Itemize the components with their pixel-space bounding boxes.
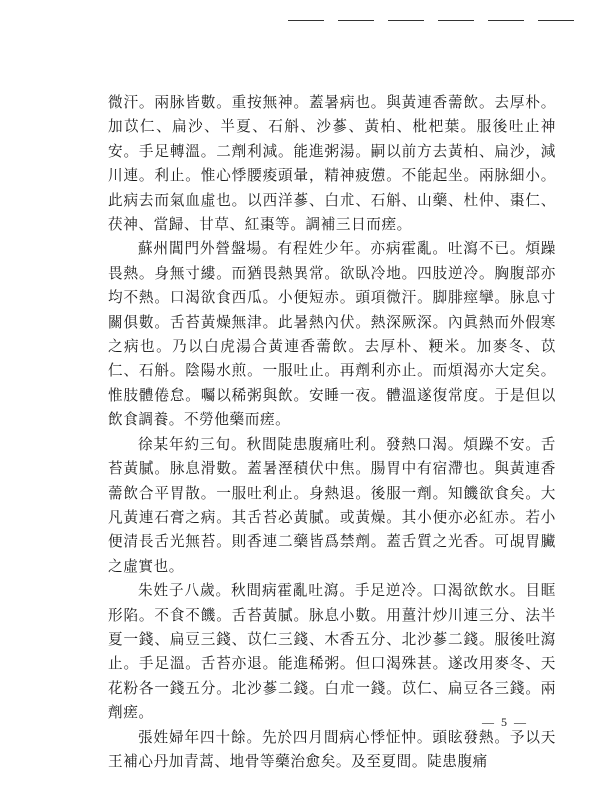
- paragraph-case-cheng: 蘇州閶門外營盤場。有程姓少年。亦病霍亂。吐瀉不已。煩躁畏熱。身無寸縷。而猶畏熱異常。欲臥冷地。四肢逆冷。胸腹部亦均不熱。口渴欲食西瓜。小便短赤。頭項微汗。脚腓痙攣。脉息寸關俱數。舌苔黃燥無津。此暑熱內伏。熱深厥深。內眞熱而外假寒之病也。乃以白虎湯合黃連香薷飲。去厚朴、粳米。加麥冬、苡仁、石斛。陰陽水煎。一服吐止。再劑利亦止。而煩渴亦大定矣。惟肢體倦怠。囑以稀粥與飲。安睡一夜。體溫遂復常度。于是但以飲食調養。不勞他藥而瘥。: [108, 240, 556, 429]
- header-rule: [388, 20, 424, 21]
- page-number: — 5 —: [482, 715, 528, 729]
- paragraph-case-continued: 微汗。兩脉皆數。重按無神。蓋暑病也。與黃連香薷飲。去厚朴。加苡仁、扁沙、半夏、石斛、沙蔘、黃柏、枇杷葉。服後吐止神安。手足轉溫。二劑利減。能進粥湯。嗣以前方去黃柏、扁沙，減川連。利止。惟心悸腰痠頭暈，精神疲憊。不能起坐。兩脉細小。此病去而氣血虛也。以西洋蔘、白朮、石斛、山藥、杜仲、棗仁、茯神、當歸、甘草、紅棗等。調補三日而瘥。: [108, 94, 556, 234]
- body-text: [108, 91, 556, 774]
- header-rule: [288, 20, 324, 21]
- header-rule: [338, 20, 374, 21]
- header-rule: [488, 20, 524, 21]
- header-rule: [538, 20, 574, 21]
- header-rule: [438, 20, 474, 21]
- paragraph-case-zhu: 朱姓子八歲。秋間病霍亂吐瀉。手足逆冷。口渴欲飲水。目眶形陷。不食不饑。舌苔黃膩。脉息小數。用薑汁炒川連三分、法半夏一錢、扁豆三錢、苡仁三錢、木香五分、北沙蔘二錢。服後吐瀉止。手足溫。舌苔亦退。能進稀粥。但口渴殊甚。遂改用麥冬、天花粉各一錢五分。北沙蔘二錢。白朮一錢。苡仁、扁豆各三錢。兩劑瘥。: [108, 582, 556, 722]
- header-rule-marks: [288, 20, 574, 21]
- paragraph-case-zhang: 張姓婦年四十餘。先於四月間病心悸怔忡。頭眩發熱。予以天王補心丹加青蒿、地骨等藥治愈矣。及至夏間。陡患腹痛: [108, 728, 556, 770]
- paragraph-case-xu: 徐某年約三旬。秋間陡患腹痛吐利。發熱口渴。煩躁不安。舌苔黃膩。脉息滑數。蓋暑溼積伏中焦。腸胃中有宿滯也。與黃連香薷飲合平胃散。一服吐利止。身熱退。後服一劑。知饑欲食矣。大凡黃連石膏之病。其舌苔必黃膩。或黃燥。其小便亦必紅赤。若小便清長舌光無苔。則香連二藥皆爲禁劑。蓋舌質之光香。可覘胃臟之虛實也。: [108, 435, 556, 575]
